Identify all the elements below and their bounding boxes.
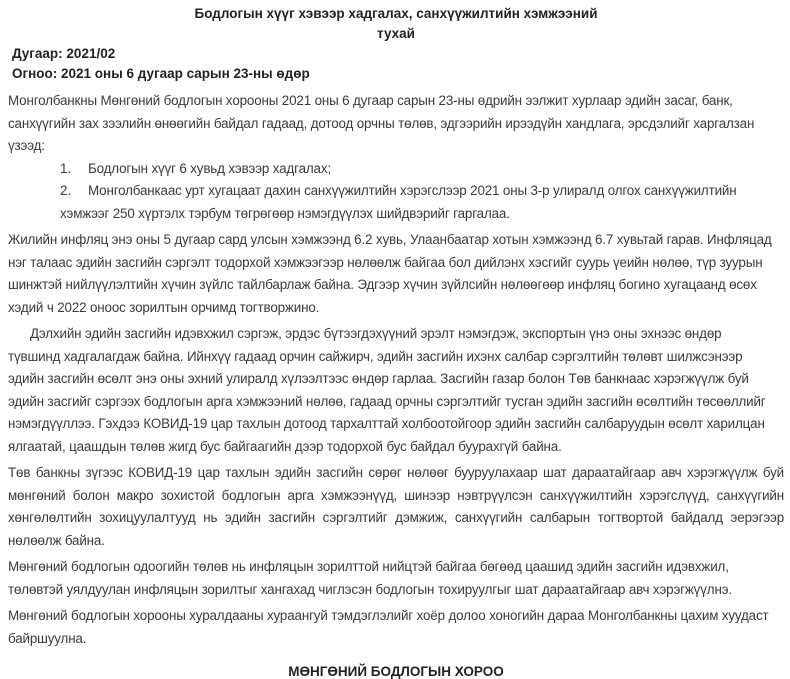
text-line: эдийн засгийг сэргээх бодлогын арга хэмжээний нөлөө, гадаад орчны сэргэлтийг тусган эдийн засгийн өсөлтийн төсөөллийг: [8, 393, 766, 409]
text-line: санхүүгийн зах зээлийн өнөөгийн байдал гадаад, дотоод орчны төлөв, эдгээрийн ирээдүйн хандлага, эрсдэлийг харгалзан: [8, 115, 755, 131]
text-line: хэмжээг 250 хүртэлх тэрбум төгрөгөөр нэмэгдүүлэх шийдвэрийг гаргалаа.: [60, 205, 510, 221]
text-line: үзээд:: [8, 138, 45, 153]
text-line: Дэлхийн эдийн засгийн идэвхжил сэргэж, эрдэс бүтээгдэхүүний эрэлт нэмэгдэж, экспортын үнэ оны эхнээс өндөр: [30, 326, 722, 341]
text-line: Төв банкны зүгээс КОВИД-19 цар тахлын эдийн засгийн сөрөг нөлөөг бууруулахаар шат дараатайгаар авч хэрэгжүүлж буй: [8, 465, 784, 480]
text-line: төлөвтэй уялдуулан инфляцын зорилтыг хангахад чиглэсэн бодлогын тохируулгыг шат дараатайгаар авч хэрэгжүүлнэ.: [8, 581, 732, 597]
text-line: Бодлогын хүүг 6 хувьд хэвээр хадгалах;: [88, 160, 331, 176]
text-line: Монголбанкаас урт хугацаат дахин санхүүжилтийн хэрэгслээр 2021 оны 3-р улиралд олгох санхүүжилтийн: [88, 183, 737, 198]
list-item: [8, 158, 784, 181]
text-line: Мөнгөний бодлогын одоогийн төлөв нь инфляцын зорилттой нийцтэй байгаа бөгөөд цаашид эдийн засгийн идэвхжил,: [8, 559, 729, 574]
text-line: ялгаатай, цаашдын төлөв жигд бус байгаагийн дээр тодорхой бус байдал буурахгүй байна.: [8, 438, 562, 454]
text-line: Монголбанкны Мөнгөний бодлогын хорооны 2021 оны 6 дугаар сарын 23-ны өдрийн ээлжит хурлаар эдийн засаг, банк,: [8, 93, 733, 108]
document-date: Огноо: 2021 оны 6 дугаар сарын 23-ны өдөр: [12, 66, 310, 81]
decision-list: [8, 158, 784, 226]
list-number: 1.: [60, 160, 72, 176]
list-number: 2.: [60, 183, 72, 198]
paragraph-intro: [8, 90, 784, 158]
document-number: Дугаар: 2021/02: [12, 46, 116, 61]
text-line: түвшинд хадгалагдаж байна. Ийнхүү гадаад орчин сайжирч, эдийн засгийн ихэнх салбар сэргэлтийн төлөвт шилжсэнээр: [8, 348, 743, 364]
paragraph-central-bank: [8, 462, 784, 552]
signature-committee: МӨНГӨНИЙ БОДЛОГЫН ХОРОО: [288, 664, 504, 679]
title-line: Бодлогын хүүг хэвээр хадгалах, санхүүжилтийн хэмжээний: [194, 6, 598, 21]
text-line: мөнгөний болон макро зохистой бодлогын арга хэмжээнүүд, шинээр нэвтрүүлсэн санхүүжилтийн хэрэгслүүд, санхүүгийн: [8, 487, 784, 503]
list-item: [8, 180, 784, 203]
text-line: хэдий ч 2022 оноос зорилтын орчимд тогтворжино.: [8, 299, 320, 315]
text-line: нэг талаас эдийн засгийн сэргэлт тодорхой хэмжээгээр нөлөөлж байгаа бол дийлэнх хэсгийг суурь үеийн нөлөө, түр зуурын: [8, 254, 763, 270]
text-line: шинжтэй нийлүүлэлтийн хүчин зүйлс тайлбарлаж байна. Эдгээр хүчин зүйлсийн нөлөөгөөр инфляц богино хугацаанд өсөх: [8, 277, 757, 292]
text-line: нөлөөлж байна.: [8, 532, 105, 548]
text-line: Жилийн инфляц энэ оны 5 дугаар сард улсын хэмжээнд 6.2 хувь, Улаанбаатар хотын хэмжээнд 6.7 хувьтай гарав. Инфляцад: [8, 232, 772, 247]
text-line: хөнгөлөлтийн зохицуулалтууд нь эдийн засгийн сэргэлтийг дэмжиж, санхүүгийн салбарын тогтвортой байдалд эерэгээр: [8, 510, 784, 525]
title-line: тухай: [377, 26, 415, 41]
paragraph-policy-stance: [8, 556, 784, 601]
paragraph-economy: [8, 323, 784, 458]
text-line: эдийн засгийн өсөлт энэ оны эхний улиралд хүлээлтээс өндөр гарлаа. Засгийн газар болон Төв банкнаас хэрэгжүүлж буй: [8, 371, 749, 386]
text-line: нэмэгдүүллээ. Гэхдээ КОВИД-19 цар тахлын дотоод тархалттай холбоотойгоор эдийн засгийн салбаруудын өсөлт харилцан: [8, 416, 765, 431]
paragraph-inflation: [8, 229, 784, 319]
text-line: байршуулна.: [8, 630, 87, 646]
paragraph-minutes: [8, 605, 784, 650]
document-title: [8, 4, 784, 44]
text-line: Мөнгөний бодлогын хорооны хуралдааны хураангуй тэмдэглэлийг хоёр долоо хоногийн дараа Монголбанкны цахим хуудаст: [8, 608, 769, 623]
